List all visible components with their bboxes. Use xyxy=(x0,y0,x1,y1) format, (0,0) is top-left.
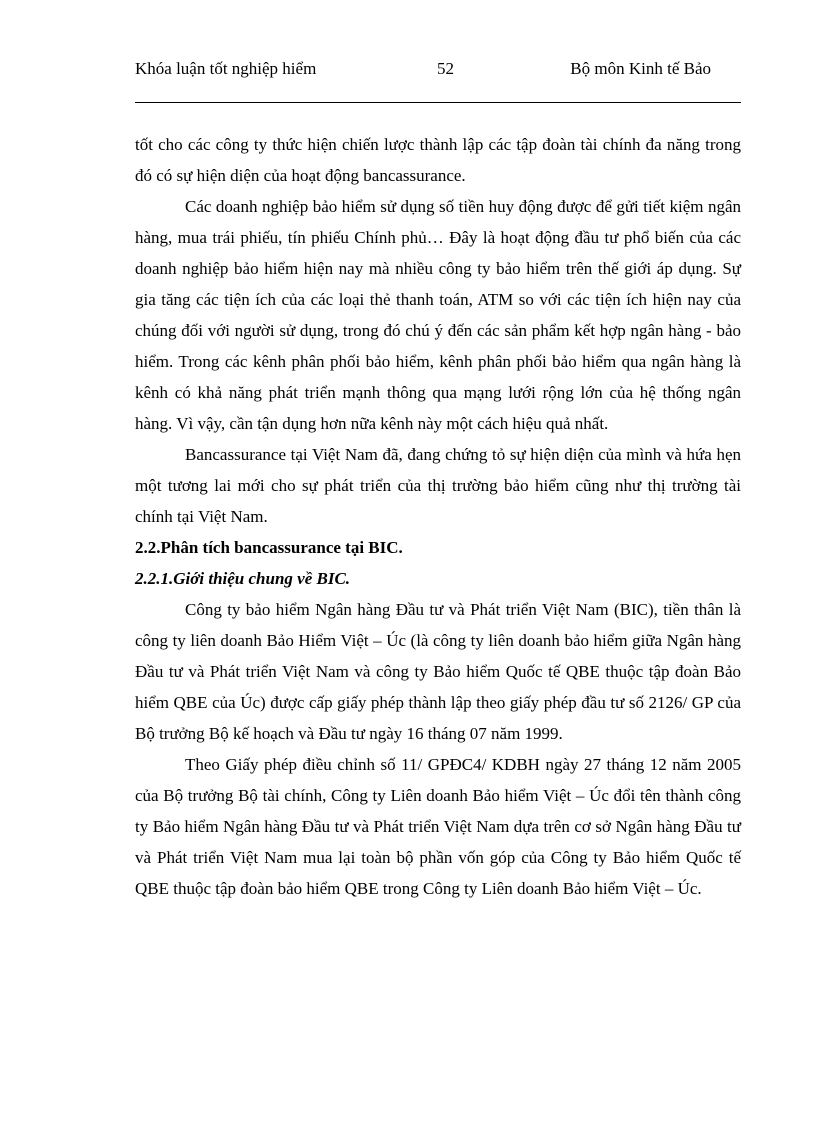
page-number: 52 xyxy=(437,59,454,78)
page-header xyxy=(135,58,741,103)
document-body xyxy=(135,129,741,904)
header-department: Bộ môn Kinh tế Bảo xyxy=(570,59,711,78)
subsection-heading-2-2-1: 2.2.1.Giới thiệu chung về BIC. xyxy=(135,569,351,588)
paragraph-1: tốt cho các công ty thức hiện chiến lược thành lập các tập đoàn tài chính đa năng trong đó có sự hiện diện của hoạt động bancassurance. xyxy=(135,135,741,185)
header-thesis-title: Khóa luận tốt nghiệp hiểm xyxy=(135,59,317,78)
paragraph-5: Theo Giấy phép điều chỉnh số 11/ GPĐC4/ KDBH ngày 27 tháng 12 năm 2005 của Bộ trưởng Bộ tài chính, Công ty Liên doanh Bảo hiểm Việt – Úc đổi tên thành công ty Bảo hiểm Ngân hàng Đầu tư và Phát triển Việt Nam dựa trên cơ sở Ngân hàng Đầu tư và Phát triển Việt Nam mua lại toàn bộ phần vốn góp của Công ty Bảo hiểm Quốc tế QBE thuộc tập đoàn bảo hiểm QBE trong Công ty Liên doanh Bảo hiểm Việt – Úc. xyxy=(135,755,741,898)
paragraph-4: Công ty bảo hiểm Ngân hàng Đầu tư và Phát triển Việt Nam (BIC), tiền thân là công ty liên doanh Bảo Hiểm Việt – Úc (là công ty liên doanh bảo hiểm giữa Ngân hàng Đầu tư và Phát triển Việt Nam và công ty Bảo hiểm Quốc tế QBE thuộc tập đoàn Bảo hiểm QBE của Úc) được cấp giấy phép thành lập theo giấy phép đầu tư số 2126/ GP của Bộ trưởng Bộ kế hoạch và Đầu tư ngày 16 tháng 07 năm 1999. xyxy=(135,600,741,743)
section-heading-2-2: 2.2.Phân tích bancassurance tại BIC. xyxy=(135,538,403,557)
paragraph-2: Các doanh nghiệp bảo hiểm sử dụng số tiền huy động được để gửi tiết kiệm ngân hàng, mua trái phiếu, tín phiếu Chính phủ… Đây là hoạt động đầu tư phổ biến của các doanh nghiệp bảo hiểm hiện nay mà nhiều công ty bảo hiểm trên thế giới áp dụng. Sự gia tăng các tiện ích của các loại thẻ thanh toán, ATM so với các tiện ích hiện nay của chúng đối với người sử dụng, trong đó chú ý đến các sản phẩm kết hợp ngân hàng - bảo hiểm. Trong các kênh phân phối bảo hiểm, kênh phân phối bảo hiểm qua ngân hàng là kênh có khả năng phát triển mạnh thông qua mạng lưới rộng lớn của hệ thống ngân hàng. Vì vậy, cần tận dụng hơn nữa kênh này một cách hiệu quả nhất. xyxy=(135,197,741,433)
paragraph-3: Bancassurance tại Việt Nam đã, đang chứng tỏ sự hiện diện của mình và hứa hẹn một tương lai mới cho sự phát triển của thị trường bảo hiểm cũng như thị trường tài chính tại Việt Nam. xyxy=(135,445,741,526)
